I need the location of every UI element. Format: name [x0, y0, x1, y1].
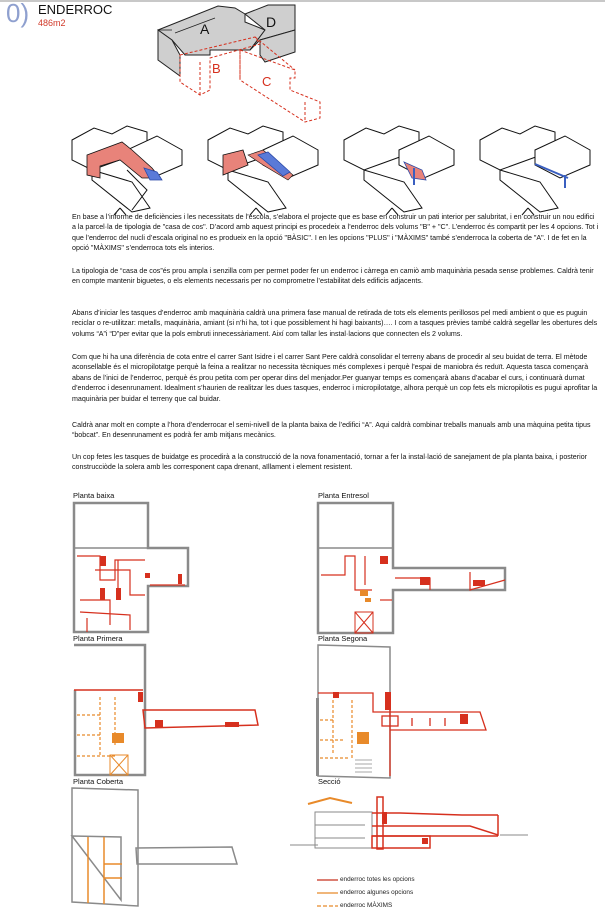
paragraph-fonamentacio: Un cop fetes les tasques de buidatge es procedirà a la construcció de la nova fonamentació, tornar a fer la instal·lació de sanejament de pla planta baixa, i posterior construcciòde la solera amb les corresponent capa drenant, aïllament i element resistent.: [72, 453, 587, 472]
label-planta-entresol: Planta Entresol: [318, 491, 369, 500]
legend-label-maxims: enderroc MÀXIMS: [340, 902, 393, 909]
legend-label-some: enderroc algunes opcions: [340, 889, 414, 896]
paragraph-tasques-previes: Abans d’iniciar les tasques d’enderroc amb maquinària caldrà una primera fase manual de retirada de tots els elements perillosos pel medi ambient o que es puguin reciclar o re-utilitzar: metalls, maquinària, amiant (si n’hi ha, tot i que possiblement hi hagi baixants)…. I com a tasques prèvies també caldrà segellar les obertures dels volums “A”i “D”per evitar que la pols embruti innecessàriament. Així com tallar les instal·lacions que connecten els 2 volums.: [72, 309, 598, 338]
legend-label-all: enderroc totes les opcions: [340, 876, 415, 883]
label-planta-primera: Planta Primera: [73, 634, 123, 643]
paragraph-micropilotatge: Com que hi ha una diferència de cota entre el carrer Sant Isidre i el carrer Sant Pere caldrà consolidar el terreny abans de procedir al seu buidat de terra. El mètode aconsellable és el micropilotatge perquè la feina a realitzar no necessita tècniques més complexes i perquè l’espai de maniobra és reduït. Aquesta tasca començarà abans de l’inici de l’enderroc, perquè és prou petita com per operar dins del menjador.Per guanyar temps es començarà abans d’acabar el curs, i continuarà durnat d’enderroc i desenrunament. Idealment s’haurien de realitzar les dues tasques, enderroc i micropilotatge, alhora perquè un cop fets els micropilotis es pugui aprofitar la maquinària per buidar el terreny que cal buidar.: [72, 353, 598, 403]
area-value: 486m2: [38, 18, 66, 28]
paragraph-tipologia: La tipologia de “casa de cos”és prou ampla i senzilla com per permet poder fer un enderroc i càrrega en camiò amb maquinària pesada sense problemes. Caldrà tenir en compte mantenir biguetes, o els elements necessaris per no comprometre l’estabilitat dels edificis adjacents.: [72, 267, 594, 286]
label-planta-segona: Planta Segona: [318, 634, 368, 643]
label-planta-coberta: Planta Coberta: [73, 777, 124, 786]
page-title: ENDERROC: [38, 2, 113, 17]
label-planta-baixa: Planta baixa: [73, 491, 115, 500]
paragraph-intro: En base a l’informe de deficiències i les necessitats de l’escola, s’elabora el projecte que es base en construir un pati interior per salubritat, i en construir un nou edifici a la parcel·la de tipologia de "casa de cos". D’acord amb aquest principi es procedeix a l’enderroc dels volums "B" + "C". L’enderroc és compartit per les 4 opcions. Tot i que l’enderroc del nucli d’escala original no es produeix en la opció "BÀSIC". I en les opcions "PLUS" i "MÀXIMS" també s’enderroca la coberta de "A". I de fet en la opció "MÀXIMS" s’enderroca tots els interios.: [72, 213, 599, 253]
volume-label-b: B: [212, 61, 221, 76]
volume-label-c: C: [262, 74, 272, 89]
label-seccio: Secció: [318, 777, 341, 786]
paragraph-semi-nivell: Caldrà anar molt en compte a l’hora d’enderrocar el semi-nivell de la planta baixa de l’edifici “A”. Aqui caldrà combinar treballs manuals amb una màquina petita tipus “bobcat”. En desenrunament es podrà fer amb mitjans mecànics.: [72, 421, 591, 440]
section-number: 0): [6, 0, 30, 28]
volume-label-d: D: [266, 14, 277, 30]
volume-label-a: A: [200, 21, 210, 37]
